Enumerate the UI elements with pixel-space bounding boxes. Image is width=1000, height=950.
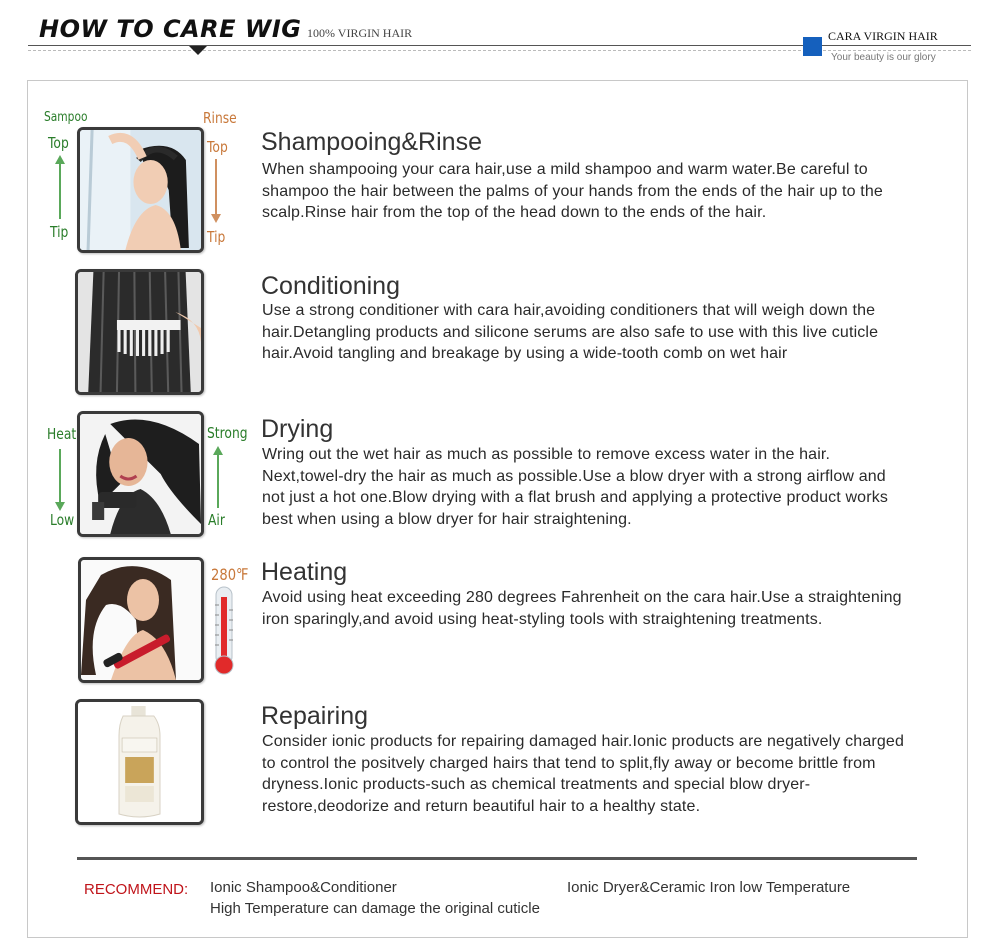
temperature-label: 280℉ bbox=[211, 565, 249, 584]
arrow-down-icon bbox=[210, 157, 222, 223]
comb-through-hair-photo bbox=[75, 269, 204, 395]
header-notch-icon bbox=[189, 46, 207, 55]
strong-label: Strong bbox=[207, 424, 248, 442]
brand-square-icon bbox=[803, 37, 822, 56]
low-label: Low bbox=[50, 511, 75, 529]
shampoo-top-label: Top bbox=[48, 134, 69, 152]
woman-shampooing-photo bbox=[77, 127, 204, 253]
section-title: Drying bbox=[261, 415, 334, 443]
page-title: HOW TO CARE WIG bbox=[39, 15, 302, 43]
shampoo-caption: Sampoo bbox=[44, 110, 88, 125]
heat-label: Heat bbox=[47, 425, 77, 443]
woman-blow-drying-photo bbox=[77, 411, 204, 537]
rinse-top-label: Top bbox=[207, 138, 228, 156]
air-label: Air bbox=[208, 511, 225, 529]
section-title: Conditioning bbox=[261, 272, 400, 300]
section-title: Heating bbox=[261, 558, 348, 586]
section-title: Shampooing&Rinse bbox=[261, 128, 482, 156]
section-body: Avoid using heat exceeding 280 degrees Fahrenheit on the cara hair.Use a straightening iron sparingly,and avoid using heat-styling tools with straightening treatments. bbox=[262, 589, 902, 628]
recommend-divider bbox=[77, 857, 917, 860]
section-body: When shampooing your cara hair,use a mild shampoo and warm water.Be careful to shampoo the hair between the palms of your hands from the ends of the hair up to the scalp.Rinse hair from the top of the head down to the ends of the hair. bbox=[262, 161, 883, 221]
header-divider bbox=[28, 45, 971, 46]
recommend-label: RECOMMEND: bbox=[84, 881, 189, 898]
recommend-item: Ionic Dryer&Ceramic Iron low Temperature bbox=[567, 879, 851, 896]
brand-name: CARA VIRGIN HAIR bbox=[828, 29, 938, 43]
rinse-bottom-label: Tip bbox=[207, 228, 226, 246]
section-body: Wring out the wet hair as much as possible to remove excess water in the hair. Next,towel-dry the hair as much as possible.Use a blow dryer with a strong airflow and not just a hot one.Blow drying with a flat brush and applying a protective product works best when using a blow dryer for hair straightening. bbox=[262, 446, 888, 528]
header-dashed-divider bbox=[28, 50, 971, 51]
woman-flat-iron-photo bbox=[78, 557, 204, 683]
rinse-caption: Rinse bbox=[203, 109, 237, 127]
section-body: Use a strong conditioner with cara hair,avoiding conditioners that will weigh down the hair.Detangling products and silicone serums are also safe to use with this live cuticle hair.Avoid tangling and breakage by using a wide-tooth comb on wet hair bbox=[262, 302, 879, 362]
shampoo-bottom-label: Tip bbox=[50, 223, 69, 241]
arrow-down-icon bbox=[54, 447, 66, 511]
brand-tagline: Your beauty is our glory bbox=[831, 52, 936, 63]
arrow-up-icon bbox=[54, 155, 66, 221]
section-body: Consider ionic products for repairing damaged hair.Ionic products are negatively charged to control the positvely charged hairs that tend to split,fly away or become brittle from dryness.Ionic products-such as chemical treatments and special blow dryer-restore,deodorize and return beautiful hair to a healthy state. bbox=[262, 733, 905, 815]
page-subtitle: 100% VIRGIN HAIR bbox=[307, 26, 413, 40]
recommend-item: Ionic Shampoo&Conditioner bbox=[210, 879, 397, 896]
section-title: Repairing bbox=[261, 702, 369, 730]
recommend-item: High Temperature can damage the original cuticle bbox=[210, 900, 540, 917]
conditioner-bottle-photo bbox=[75, 699, 204, 825]
arrow-up-icon bbox=[212, 446, 224, 510]
thermometer-icon bbox=[210, 585, 238, 681]
